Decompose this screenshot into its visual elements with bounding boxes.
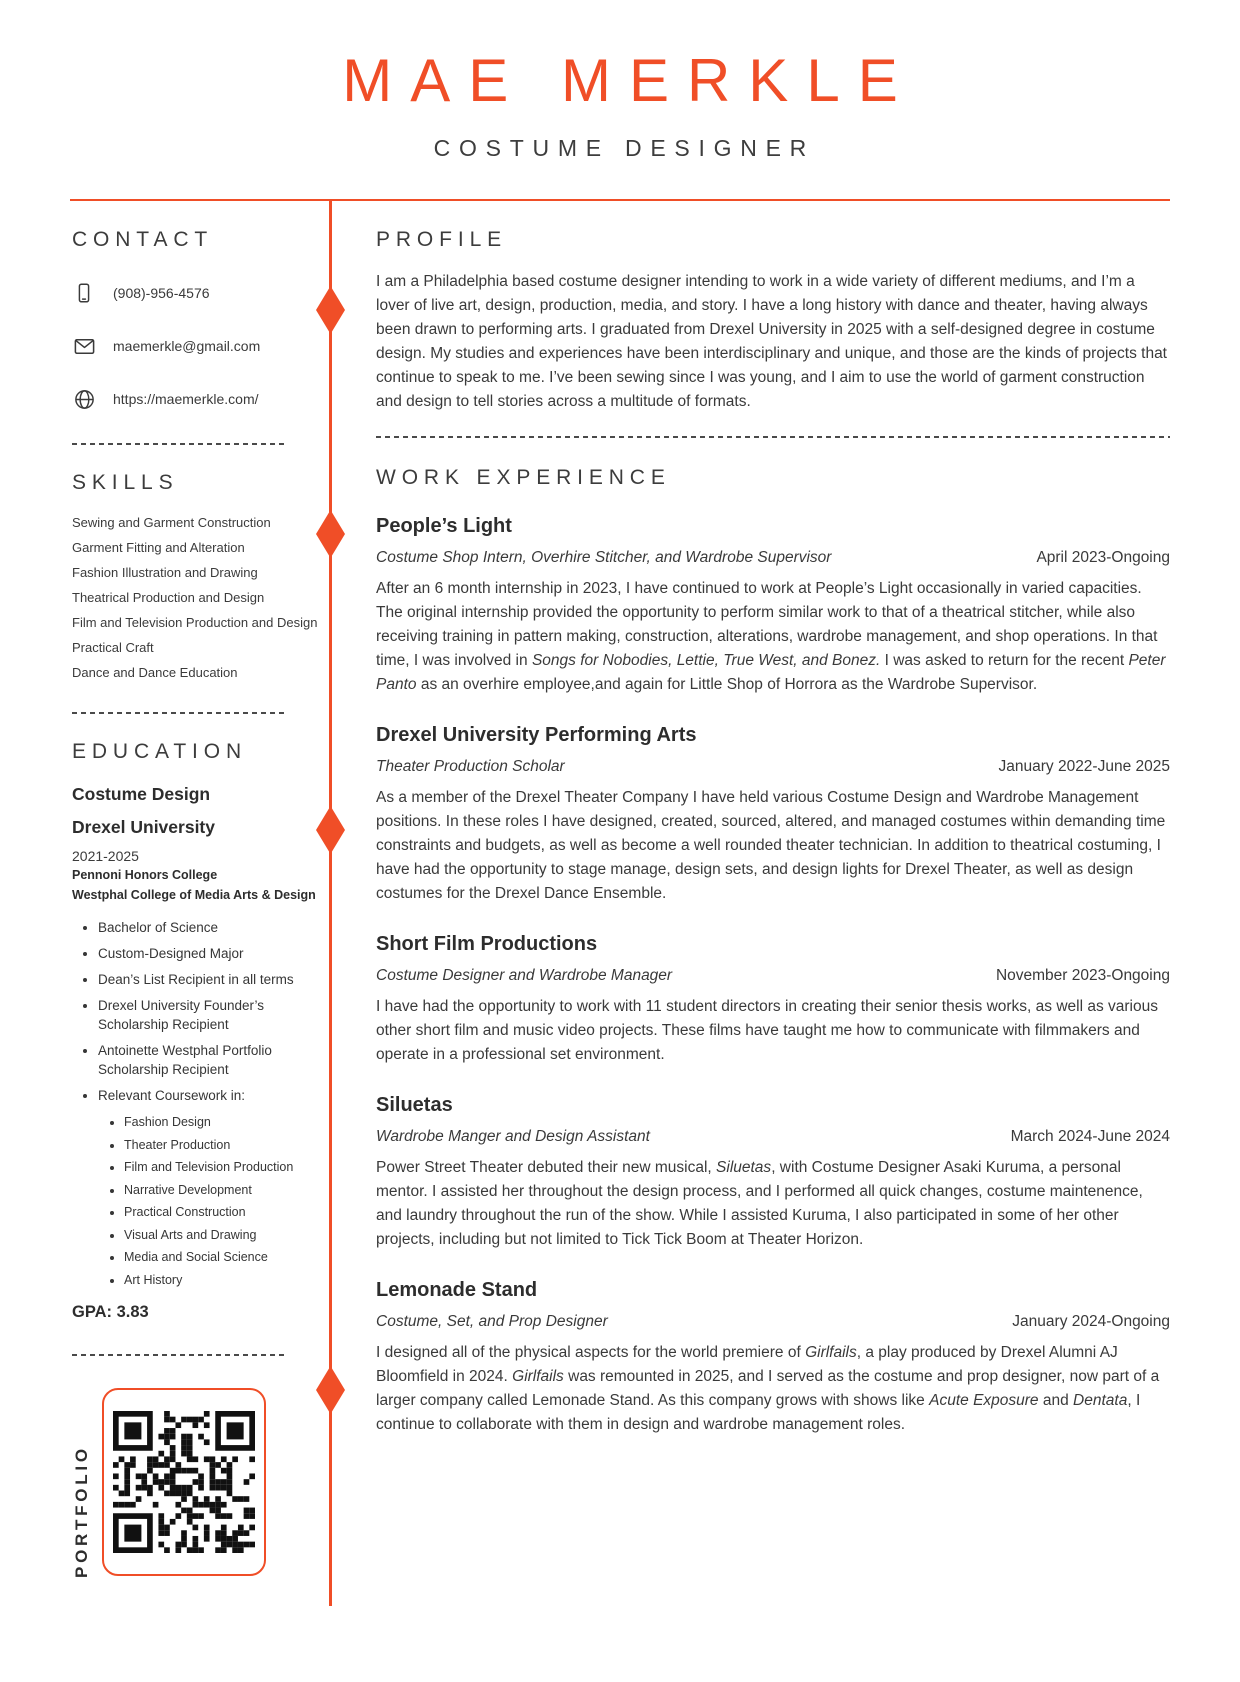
dashed-divider	[72, 712, 284, 714]
name-title: MAE MERKLE	[342, 47, 916, 114]
education-bullet-text: Dean’s List Recipient in all terms	[98, 972, 294, 987]
job-dates: March 2024-June 2024	[1010, 1128, 1170, 1145]
skill-item: Theatrical Production and Design	[72, 590, 265, 605]
job-title: Drexel University Performing Arts	[376, 724, 697, 746]
job-role-row	[376, 549, 1170, 567]
job-title: People’s Light	[376, 515, 512, 537]
text-segment: was remounted in 2025, and I served as the costume and prop designer, now part of a larger company called Lemonade Stand. As this company grows with shows like	[376, 1368, 1160, 1409]
text-segment: , a play produced by Drexel Alumni AJ Bloomfield in 2024.	[376, 1344, 1118, 1385]
skill-item: Practical Craft	[72, 640, 154, 655]
job-title: Siluetas	[376, 1094, 453, 1116]
coursework-item: • Fashion Design	[124, 1114, 324, 1132]
skill-item: Garment Fitting and Alteration	[72, 540, 245, 555]
education-bullet	[98, 1041, 324, 1079]
header-rule	[70, 199, 1170, 201]
text-segment: , I continue to collaborate with them in design and wardrobe management roles.	[376, 1392, 1141, 1433]
coursework-item: • Film and Television Production	[124, 1159, 324, 1177]
job-role: Costume, Set, and Prop Designer	[376, 1313, 608, 1330]
work-experience-heading: WORK EXPERIENCE	[376, 466, 671, 489]
job-entry	[376, 1279, 1170, 1437]
education-heading: EDUCATION	[72, 740, 248, 763]
job-role-row	[376, 1313, 1170, 1331]
job-title: Lemonade Stand	[376, 1279, 538, 1301]
coursework-list	[98, 1114, 324, 1289]
text-segment: Songs for Nobodies, Lettie, True West, and Bonez.	[531, 652, 881, 669]
job-description	[376, 1156, 1170, 1252]
contact-phone[interactable]	[72, 281, 324, 305]
job-title: Short Film Productions	[376, 933, 598, 955]
sidebar	[72, 228, 324, 1578]
education-bullet	[98, 918, 324, 937]
email-address: maemerkle@gmail.com	[113, 338, 261, 354]
qr-code	[113, 1411, 255, 1553]
education-college: Pennoni Honors College	[72, 868, 218, 882]
profile-heading: PROFILE	[376, 228, 508, 251]
skills-heading: SKILLS	[72, 471, 179, 494]
education-bullet	[98, 970, 324, 989]
text-segment: Girlfails	[512, 1368, 564, 1385]
contact-section	[72, 228, 324, 411]
dashed-divider	[72, 443, 284, 445]
education-bullet-text: Bachelor of Science	[98, 920, 219, 935]
header	[0, 46, 1240, 162]
job-role: Costume Shop Intern, Overhire Stitcher, and Wardrobe Supervisor	[376, 549, 832, 566]
dashed-divider	[72, 1354, 284, 1356]
text-segment: Siluetas	[716, 1159, 772, 1176]
coursework-item: • Visual Arts and Drawing	[124, 1227, 324, 1245]
text-segment: and	[1038, 1392, 1074, 1409]
skills-list	[72, 515, 324, 680]
education-school: Drexel University	[72, 817, 215, 837]
job-subtitle: COSTUME DESIGNER	[433, 135, 816, 161]
education-bullets	[72, 918, 324, 1289]
text-segment: Acute Exposure	[929, 1392, 1039, 1409]
education-years: 2021-2025	[72, 848, 139, 864]
education-bullet-text: Custom-Designed Major	[98, 946, 244, 961]
profile-section	[376, 228, 1170, 414]
text-segment: After an 6 month internship in 2023, I have continued to work at People’s Light occasionally in varied capacities. The original internship provided the opportunity to perform similar work to that of a theatrical stitcher, while also receiving training in pattern making, construction, alterations, wardrobe management, and shop operations. In that time, I was involved in	[376, 580, 1158, 669]
website-icon	[72, 387, 96, 411]
portfolio-section	[72, 1386, 324, 1578]
skill-item: Sewing and Garment Construction	[72, 515, 271, 530]
coursework-item: • Art History	[124, 1272, 324, 1290]
skills-section	[72, 471, 324, 680]
website-url: https://maemerkle.com/	[113, 391, 259, 407]
coursework-item: • Media and Social Science	[124, 1249, 324, 1267]
job-entry	[376, 933, 1170, 1067]
job-entry	[376, 515, 1170, 697]
portfolio-qr-frame	[102, 1388, 266, 1576]
education-bullet	[98, 1086, 324, 1289]
job-description	[376, 995, 1170, 1067]
job-dates: November 2023-Ongoing	[995, 967, 1170, 984]
coursework-item: • Theater Production	[124, 1137, 324, 1155]
skill-item: Dance and Dance Education	[72, 665, 238, 680]
education-bullet-text: Drexel University Founder’s Scholarship Recipient	[98, 998, 265, 1032]
text-segment: Peter Panto	[376, 652, 1166, 693]
education-bullet	[98, 996, 324, 1034]
skill-item: Film and Television Production and Design	[72, 615, 318, 630]
education-bullet-text: Relevant Coursework in:	[98, 1088, 246, 1103]
text-segment: I was asked to return for the recent	[880, 652, 1129, 669]
coursework-item: • Practical Construction	[124, 1204, 324, 1222]
job-role-row	[376, 1128, 1170, 1146]
email-icon	[72, 334, 96, 358]
job-dates: April 2023-Ongoing	[1036, 549, 1170, 566]
main-column	[376, 228, 1170, 1437]
job-entry	[376, 724, 1170, 906]
text-segment: Power Street Theater debuted their new musical,	[376, 1159, 717, 1176]
job-role-row	[376, 967, 1170, 985]
job-dates: January 2022-June 2025	[998, 758, 1170, 775]
job-role: Theater Production Scholar	[376, 758, 565, 775]
gpa-value: GPA: 3.83	[72, 1303, 149, 1321]
text-segment: Girlfails	[805, 1344, 857, 1361]
portfolio-label: PORTFOLIO	[72, 1445, 91, 1578]
education-section	[72, 740, 324, 1322]
text-segment: as an overhire employee,and again for Little Shop of Horrora as the Wardrobe Supervisor.	[416, 676, 1038, 693]
education-bullet	[98, 944, 324, 963]
job-description	[376, 1341, 1170, 1437]
skill-item: Fashion Illustration and Drawing	[72, 565, 258, 580]
dashed-divider	[376, 436, 1170, 438]
text-segment: , with Costume Designer Asaki Kuruma, a personal mentor. I assisted her throughout the design process, and I performed all quick changes, costume maintenence, and laundry throughout the run of the show. While I assisted Kuruma, I also participated in some of her other projects, including but not limited to Tick Tick Boom at Theater Horizon.	[376, 1159, 1143, 1248]
contact-website[interactable]	[72, 387, 324, 411]
education-college: Westphal College of Media Arts & Design	[72, 888, 316, 902]
text-segment: I designed all of the physical aspects for the world premiere of	[376, 1344, 806, 1361]
profile-text: I am a Philadelphia based costume designer intending to work in a wide variety of different mediums, and I’m a lover of live art, design, production, media, and story. I have a long history with dance and theater, having always been drawn to performing arts. I graduated from Drexel University in 2025 with a self-designed degree in costume design. My studies and experiences have been interdisciplinary and unique, and those are the kinds of projects that continue to speak to me. I’ve been sewing since I was young, and I aim to use the world of garment construction and design to tell stories across a multitude of formats.	[376, 273, 1167, 410]
job-description	[376, 577, 1170, 697]
job-dates: January 2024-Ongoing	[1012, 1313, 1170, 1330]
job-role-row	[376, 758, 1170, 776]
work-experience-section	[376, 466, 1170, 1437]
job-role: Costume Designer and Wardrobe Manager	[376, 967, 673, 984]
phone-icon	[72, 281, 96, 305]
contact-email[interactable]	[72, 334, 324, 358]
text-segment: I have had the opportunity to work with 11 student directors in creating their senior thesis works, as well as various other short film and music video projects. These films have taught me how to communicate with filmmakers and operate in a professional set environment.	[376, 998, 1158, 1063]
education-bullet-text: Antoinette Westphal Portfolio Scholarship Recipient	[98, 1043, 272, 1077]
text-segment: Dentata	[1073, 1392, 1128, 1409]
job-role: Wardrobe Manger and Design Assistant	[376, 1128, 650, 1145]
coursework-item: • Narrative Development	[124, 1182, 324, 1200]
job-entry	[376, 1094, 1170, 1252]
job-description	[376, 786, 1170, 906]
phone-number: (908)-956-4576	[113, 285, 210, 301]
text-segment: As a member of the Drexel Theater Company I have held various Costume Design and Wardrobe Management positions. In these roles I have designed, created, sourced, altered, and managed costumes within demanding time constraints and budgets, as well as become a well rounded theater technician. In addition to theatrical costuming, I have had the opportunity to stage manage, design sets, and design lights for Drexel Theater, as well as design costumes for the Drexel Dance Ensemble.	[376, 789, 1166, 902]
education-program: Costume Design	[72, 784, 211, 804]
contact-heading: CONTACT	[72, 228, 214, 251]
